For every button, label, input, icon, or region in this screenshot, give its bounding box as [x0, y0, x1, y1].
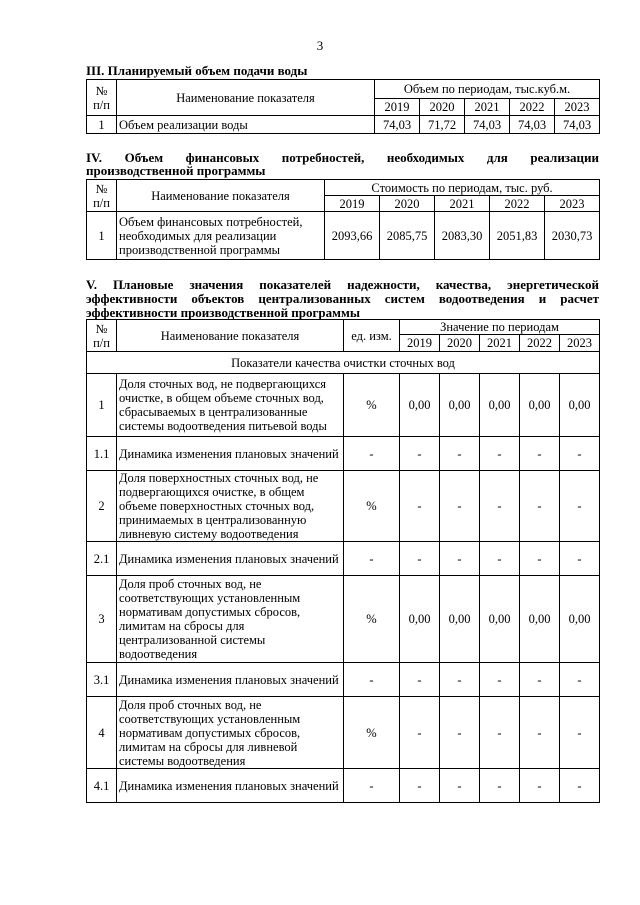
row-value: 74,03 — [510, 116, 555, 134]
row-value: - — [400, 769, 440, 803]
row-value: 2083,30 — [435, 212, 490, 260]
row-value: 74,03 — [375, 116, 420, 134]
row-num: 1 — [87, 374, 117, 437]
section-5-title-line3: эффективности производственной программы — [86, 305, 361, 320]
row-name: Объем реализации воды — [117, 116, 375, 134]
row-value: - — [480, 769, 520, 803]
row-value: 0,00 — [560, 576, 600, 663]
row-value: - — [480, 437, 520, 471]
row-value: - — [520, 663, 560, 697]
header-year: 2020 — [420, 99, 465, 116]
header-year: 2021 — [435, 196, 490, 212]
section-4-title-line1: IV. Объем финансовых потребностей, необходимых для реализации — [86, 150, 599, 165]
row-value: - — [400, 437, 440, 471]
header-periods: Значение по периодам — [400, 320, 600, 335]
row-name: Динамика изменения плановых значений — [117, 663, 344, 697]
row-value: - — [400, 542, 440, 576]
page-number: 3 — [316, 38, 324, 53]
row-value: 0,00 — [400, 374, 440, 437]
row-unit: % — [344, 697, 400, 769]
row-num: 1.1 — [87, 437, 117, 471]
section-5-title-line2: эффективности объектов централизованных систем водоотведения и расчет — [86, 291, 599, 306]
header-year: 2022 — [490, 196, 545, 212]
section-3-title: III. Планируемый объем подачи воды — [86, 63, 308, 78]
row-num: 2 — [87, 471, 117, 542]
table-row — [87, 437, 600, 471]
row-unit: % — [344, 471, 400, 542]
row-value: - — [480, 697, 520, 769]
table-row — [87, 663, 600, 697]
row-value: - — [480, 542, 520, 576]
row-value: 2051,83 — [490, 212, 545, 260]
header-year: 2019 — [325, 196, 380, 212]
section-5-body — [87, 374, 600, 803]
header-name: Наименование показателя — [117, 80, 375, 116]
row-unit: - — [344, 769, 400, 803]
row-unit: % — [344, 374, 400, 437]
row-value: - — [560, 769, 600, 803]
row-value: - — [440, 542, 480, 576]
row-value: - — [480, 471, 520, 542]
row-unit: % — [344, 576, 400, 663]
row-value: 2085,75 — [380, 212, 435, 260]
row-value: - — [440, 663, 480, 697]
section-5-table — [86, 319, 600, 803]
section-5-title-line1: V. Плановые значения показателей надежности, качества, энергетической — [86, 277, 599, 292]
row-num: 3 — [87, 576, 117, 663]
header-periods: Объем по периодам, тыс.куб.м. — [375, 80, 600, 99]
table-row — [87, 576, 600, 663]
row-value: 2093,66 — [325, 212, 380, 260]
header-year: 2021 — [465, 99, 510, 116]
row-value: - — [520, 697, 560, 769]
row-value: - — [440, 697, 480, 769]
header-year: 2023 — [555, 99, 600, 116]
row-value: 0,00 — [560, 374, 600, 437]
row-value: - — [560, 663, 600, 697]
row-value: - — [440, 437, 480, 471]
header-year: 2019 — [400, 335, 440, 352]
row-name: Доля проб сточных вод, не соответствующих установленным нормативам допустимых сбросов, лимитам на сбросы для централизованной системы водоотведения — [117, 576, 344, 663]
row-value: - — [480, 663, 520, 697]
row-name: Объем финансовых потребностей, необходимых для реализации производственной программы — [117, 212, 325, 260]
row-value: 0,00 — [440, 576, 480, 663]
row-value: - — [520, 437, 560, 471]
row-name: Доля сточных вод, не подвергающихся очистке, в общем объеме сточных вод, сбрасываемых в централизованные системы водоотведения питьевой воды — [117, 374, 344, 437]
row-unit: - — [344, 663, 400, 697]
header-unit: ед. изм. — [344, 320, 400, 352]
row-value: 0,00 — [480, 576, 520, 663]
row-num: 4 — [87, 697, 117, 769]
header-periods: Стоимость по периодам, тыс. руб. — [325, 180, 600, 196]
header-year: 2020 — [380, 196, 435, 212]
row-num: 1 — [87, 212, 117, 260]
header-year: 2019 — [375, 99, 420, 116]
row-value: 0,00 — [480, 374, 520, 437]
row-name: Динамика изменения плановых значений — [117, 542, 344, 576]
header-num: № п/п — [87, 320, 117, 352]
row-unit: - — [344, 437, 400, 471]
row-value: - — [560, 697, 600, 769]
row-name: Доля поверхностных сточных вод, не подвергающихся очистке, в общем объеме поверхностных сточных вод, принимаемых в централизованную ливневую систему водоотведения — [117, 471, 344, 542]
row-value: - — [560, 542, 600, 576]
row-value: 2030,73 — [545, 212, 600, 260]
row-value: 0,00 — [440, 374, 480, 437]
row-value: 0,00 — [400, 576, 440, 663]
row-value: - — [520, 542, 560, 576]
row-value: 71,72 — [420, 116, 465, 134]
row-num: 2.1 — [87, 542, 117, 576]
row-value: 0,00 — [520, 576, 560, 663]
row-name: Динамика изменения плановых значений — [117, 769, 344, 803]
header-year: 2020 — [440, 335, 480, 352]
table-row — [87, 471, 600, 542]
row-value: - — [400, 697, 440, 769]
row-value: - — [400, 663, 440, 697]
header-num: № п/п — [87, 180, 117, 212]
table-row — [87, 374, 600, 437]
group-header: Показатели качества очистки сточных вод — [87, 352, 600, 374]
section-4-title-line2: производственной программы — [86, 163, 266, 178]
header-year: 2021 — [480, 335, 520, 352]
header-year: 2023 — [545, 196, 600, 212]
table-row — [87, 697, 600, 769]
header-name: Наименование показателя — [117, 180, 325, 212]
row-num: 3.1 — [87, 663, 117, 697]
row-name: Динамика изменения плановых значений — [117, 437, 344, 471]
row-value: 74,03 — [555, 116, 600, 134]
section-4-table — [86, 179, 600, 260]
row-value: - — [520, 769, 560, 803]
row-value: - — [560, 437, 600, 471]
row-value: - — [400, 471, 440, 542]
row-value: - — [560, 471, 600, 542]
row-value: - — [440, 471, 480, 542]
row-num: 4.1 — [87, 769, 117, 803]
row-name: Доля проб сточных вод, не соответствующих установленным нормативам допустимых сбросов, лимитам на сбросы для ливневой системы водоотведения — [117, 697, 344, 769]
table-row — [87, 769, 600, 803]
table-row — [87, 542, 600, 576]
row-unit: - — [344, 542, 400, 576]
row-num: 1 — [87, 116, 117, 134]
header-year: 2023 — [560, 335, 600, 352]
table-row — [87, 212, 600, 260]
header-num: № п/п — [87, 80, 117, 116]
section-3-table — [86, 79, 600, 134]
row-value: 0,00 — [520, 374, 560, 437]
header-year: 2022 — [510, 99, 555, 116]
table-row — [87, 116, 600, 134]
row-value: 74,03 — [465, 116, 510, 134]
row-value: - — [520, 471, 560, 542]
header-name: Наименование показателя — [117, 320, 344, 352]
row-value: - — [440, 769, 480, 803]
header-year: 2022 — [520, 335, 560, 352]
